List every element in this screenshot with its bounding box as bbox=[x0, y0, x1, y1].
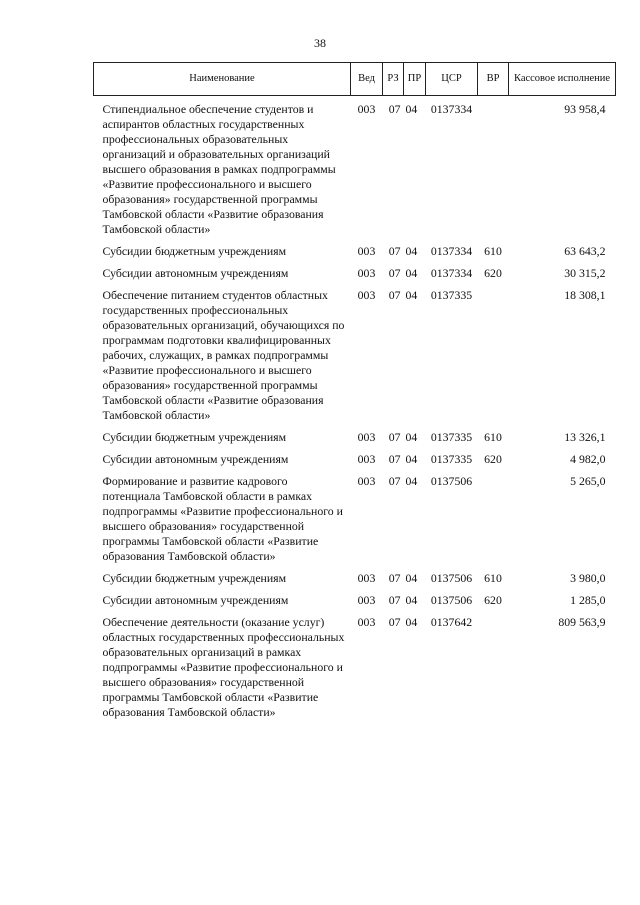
row-rz: 07 bbox=[388, 266, 401, 280]
row-csr: 0137335 bbox=[430, 452, 473, 466]
row-rz: 07 bbox=[388, 593, 401, 607]
row-csr: 0137334 bbox=[430, 266, 473, 280]
row-vr: 610 bbox=[484, 571, 502, 585]
row-vr: 620 bbox=[484, 452, 502, 466]
row-name: Субсидии автономным учреждениям bbox=[102, 266, 289, 280]
budget-table bbox=[93, 62, 616, 727]
row-name: Субсидии бюджетным учреждениям bbox=[102, 430, 287, 444]
row-ved: 003 bbox=[357, 615, 376, 629]
row-ved: 003 bbox=[357, 452, 376, 466]
row-vr: 610 bbox=[484, 430, 502, 444]
row-vr bbox=[478, 615, 509, 727]
row-csr: 0137335 bbox=[430, 288, 473, 302]
row-ved: 003 bbox=[357, 288, 376, 302]
table-row bbox=[94, 430, 616, 452]
header-sum: Кассовое исполнение bbox=[509, 63, 616, 96]
row-sum: 809 563,9 bbox=[558, 615, 606, 629]
row-sum: 3 980,0 bbox=[570, 571, 606, 585]
row-csr: 0137334 bbox=[430, 244, 473, 258]
row-sum: 4 982,0 bbox=[570, 452, 606, 466]
row-sum: 13 326,1 bbox=[564, 430, 606, 444]
table-row bbox=[94, 244, 616, 266]
row-pr: 04 bbox=[405, 571, 418, 585]
row-ved: 003 bbox=[357, 244, 376, 258]
header-pr: ПР bbox=[404, 63, 426, 96]
row-vr bbox=[478, 474, 509, 571]
table-row bbox=[94, 266, 616, 288]
row-vr: 620 bbox=[484, 266, 502, 280]
header-ved: Вед bbox=[351, 63, 383, 96]
table-header-row bbox=[94, 63, 616, 96]
table-row bbox=[94, 452, 616, 474]
row-rz: 07 bbox=[388, 474, 401, 488]
row-name: Субсидии автономным учреждениям bbox=[102, 593, 289, 607]
row-sum: 30 315,2 bbox=[564, 266, 606, 280]
row-vr: 610 bbox=[484, 244, 502, 258]
row-pr: 04 bbox=[405, 474, 418, 488]
row-name: Обеспечение деятельности (оказание услуг) областных государственных профессиональных образовательных организаций в рамках подпрограммы «Развитие профессионального и высшего образования» государственной программы Тамбовской области «Развитие образования Тамбовской области» bbox=[102, 615, 345, 719]
row-name: Субсидии автономным учреждениям bbox=[102, 452, 289, 466]
row-pr: 04 bbox=[405, 593, 418, 607]
row-csr: 0137506 bbox=[430, 593, 473, 607]
row-pr: 04 bbox=[405, 266, 418, 280]
row-name: Обеспечение питанием студентов областных государственных профессиональных образовательных организаций, обучающихся по программам подготовки квалифицированных рабочих, служащих, в рамках подпрограммы «Развитие профессионального и высшего образования» государственной программы Тамбовской области «Развитие образования Тамбовской области» bbox=[102, 288, 345, 422]
page-number: 38 bbox=[314, 36, 326, 50]
row-csr: 0137642 bbox=[430, 615, 473, 629]
row-pr: 04 bbox=[405, 430, 418, 444]
row-pr: 04 bbox=[405, 244, 418, 258]
row-pr: 04 bbox=[405, 288, 418, 302]
row-sum: 63 643,2 bbox=[564, 244, 606, 258]
table-row bbox=[94, 571, 616, 593]
row-sum: 1 285,0 bbox=[570, 593, 606, 607]
row-pr: 04 bbox=[405, 102, 418, 116]
row-ved: 003 bbox=[357, 593, 376, 607]
table-row bbox=[94, 615, 616, 727]
header-vr: ВР bbox=[478, 63, 509, 96]
row-csr: 0137506 bbox=[430, 474, 473, 488]
row-name: Субсидии бюджетным учреждениям bbox=[102, 244, 287, 258]
row-rz: 07 bbox=[388, 452, 401, 466]
row-pr: 04 bbox=[405, 452, 418, 466]
row-sum: 5 265,0 bbox=[570, 474, 606, 488]
row-rz: 07 bbox=[388, 615, 401, 629]
row-ved: 003 bbox=[357, 474, 376, 488]
row-rz: 07 bbox=[388, 102, 401, 116]
row-ved: 003 bbox=[357, 266, 376, 280]
row-csr: 0137334 bbox=[430, 102, 473, 116]
row-sum: 93 958,4 bbox=[564, 102, 606, 116]
row-vr: 620 bbox=[484, 593, 502, 607]
row-rz: 07 bbox=[388, 288, 401, 302]
table-row bbox=[94, 96, 616, 245]
header-name: Наименование bbox=[94, 63, 351, 96]
row-vr bbox=[478, 288, 509, 430]
row-csr: 0137506 bbox=[430, 571, 473, 585]
row-csr: 0137335 bbox=[430, 430, 473, 444]
row-name: Формирование и развитие кадрового потенциала Тамбовской области в рамках подпрограммы «Развитие профессионального и высшего образования» государственной программы Тамбовской области «Развитие образования Тамбовской области» bbox=[102, 474, 343, 563]
table-row bbox=[94, 593, 616, 615]
row-ved: 003 bbox=[357, 571, 376, 585]
row-rz: 07 bbox=[388, 430, 401, 444]
table-row bbox=[94, 474, 616, 571]
row-vr bbox=[478, 96, 509, 245]
row-sum: 18 308,1 bbox=[564, 288, 606, 302]
header-csr: ЦСР bbox=[426, 63, 478, 96]
row-ved: 003 bbox=[357, 102, 376, 116]
row-rz: 07 bbox=[388, 571, 401, 585]
table-row bbox=[94, 288, 616, 430]
row-name: Субсидии бюджетным учреждениям bbox=[102, 571, 287, 585]
header-rz: РЗ bbox=[383, 63, 404, 96]
row-ved: 003 bbox=[357, 430, 376, 444]
row-pr: 04 bbox=[405, 615, 418, 629]
row-name: Стипендиальное обеспечение студентов и аспирантов областных государственных профессиональных образовательных организаций и образовательных организаций высшего образования в рамках подпрограммы «Развитие профессионального и высшего образования» государственной программы Тамбовской области «Развитие образования Тамбовской области» bbox=[102, 102, 336, 236]
row-rz: 07 bbox=[388, 244, 401, 258]
